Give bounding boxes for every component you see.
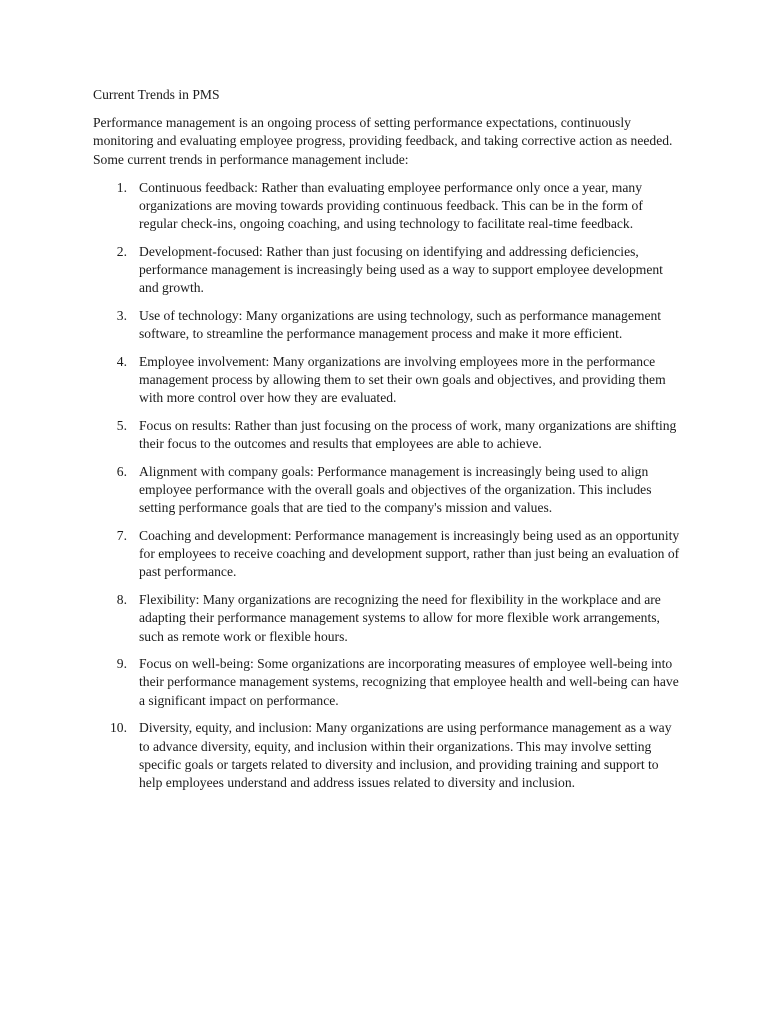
list-item-number: 8. bbox=[116, 592, 127, 608]
intro-paragraph: Performance management is an ongoing process of setting performance expectations, continuously monitoring and evaluating employee progress, providing feedback, and taking corrective action as needed. Some current trends in performance management include: bbox=[93, 115, 673, 167]
list-item-number: 1. bbox=[116, 179, 127, 195]
list-item-number: 3. bbox=[116, 308, 127, 324]
list-item-number: 9. bbox=[116, 656, 127, 672]
list-item bbox=[93, 655, 683, 710]
list-item bbox=[93, 527, 683, 582]
list-item-number: 4. bbox=[116, 353, 127, 369]
list-item-text: Focus on well-being: Some organizations are incorporating measures of employee well-being into their performance management systems, recognizing that employee health and well-being can have a significant impact on performance. bbox=[139, 656, 679, 708]
list-item bbox=[93, 307, 683, 343]
list-item bbox=[93, 463, 683, 518]
list-item bbox=[93, 591, 683, 646]
list-item-text: Use of technology: Many organizations are using technology, such as performance management software, to streamline the performance management process and make it more efficient. bbox=[139, 308, 662, 342]
list-item-text: Diversity, equity, and inclusion: Many organizations are using performance management as a way to advance diversity, equity, and inclusion within their organizations. This may involve setting specific goals or targets related to diversity and inclusion, and providing training and support to help employees understand and address issues related to diversity and inclusion. bbox=[139, 720, 672, 790]
list-item bbox=[93, 353, 683, 408]
list-item bbox=[93, 243, 683, 298]
list-item-text: Flexibility: Many organizations are recognizing the need for flexibility in the workplace and are adapting their performance management systems to allow for more flexible work arrangements, such as remote work or flexible hours. bbox=[139, 592, 661, 644]
list-item-number: 10. bbox=[110, 720, 127, 736]
list-item bbox=[93, 719, 683, 792]
list-item bbox=[93, 417, 683, 453]
list-item-text: Coaching and development: Performance management is increasingly being used as an opportunity for employees to receive coaching and development support, rather than just being an evaluation of past performance. bbox=[139, 528, 680, 580]
list-item-number: 2. bbox=[116, 243, 127, 259]
list-item-text: Development-focused: Rather than just focusing on identifying and addressing deficiencies, performance management is increasingly being used as a way to support employee development and growth. bbox=[139, 243, 663, 296]
document-page bbox=[93, 86, 683, 802]
list-item-number: 6. bbox=[116, 463, 127, 479]
list-item-text: Employee involvement: Many organizations are involving employees more in the performance management process by allowing them to set their own goals and objectives, and providing them with more control over how they are evaluated. bbox=[139, 353, 666, 406]
list-item-text: Continuous feedback: Rather than evaluating employee performance only once a year, many organizations are moving towards providing continuous feedback. This can be in the form of regular check-ins, ongoing coaching, and using technology to facilitate real-time feedback. bbox=[139, 179, 643, 232]
list-item-text: Alignment with company goals: Performance management is increasingly being used to align employee performance with the overall goals and objectives of the organization. This includes setting performance goals that are tied to the company's mission and values. bbox=[139, 463, 652, 516]
list-item bbox=[93, 179, 683, 234]
list-item-text: Focus on results: Rather than just focusing on the process of work, many organizations are shifting their focus to the outcomes and results that employees are able to achieve. bbox=[139, 418, 677, 452]
document-title: Current Trends in PMS bbox=[93, 87, 220, 102]
trend-list bbox=[93, 179, 683, 792]
list-item-number: 7. bbox=[116, 528, 127, 544]
list-item-number: 5. bbox=[116, 418, 127, 434]
